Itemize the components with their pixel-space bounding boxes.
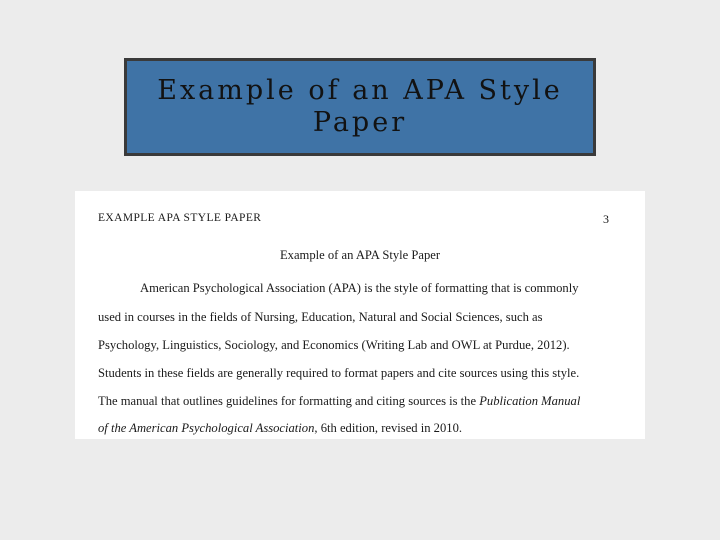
paper-title: Example of an APA Style Paper <box>279 248 441 262</box>
apa-name-italic: of the American Psychological Association <box>98 421 315 435</box>
paper-line-1: American Psychological Association (APA) is the style of formatting that is commonly <box>140 281 579 295</box>
publication-manual-italic: Publication Manual <box>479 394 581 408</box>
paper-line-3: Psychology, Linguistics, Sociology, and Economics (Writing Lab and OWL at Purdue, 2012). <box>98 338 570 352</box>
paper-line-4: Students in these fields are generally required to format papers and cite sources using this style. <box>98 366 580 380</box>
slide-title-line-1: Example of an APA Style <box>157 75 563 106</box>
slide-title-line-2: Paper <box>312 107 408 138</box>
paper-line-5 <box>98 394 580 409</box>
slide-title-box <box>124 58 596 156</box>
paper-line-5-text: The manual that outlines guidelines for formatting and citing sources is the <box>98 394 480 408</box>
apa-paper-image <box>75 191 645 439</box>
running-head: EXAMPLE APA STYLE PAPER <box>98 212 262 224</box>
paper-line-6 <box>98 421 462 436</box>
paper-line-6-text: , 6th edition, revised in 2010. <box>314 421 463 435</box>
page-number: 3 <box>603 212 609 226</box>
paper-line-2: used in courses in the fields of Nursing, Education, Natural and Social Sciences, such as <box>98 310 543 324</box>
